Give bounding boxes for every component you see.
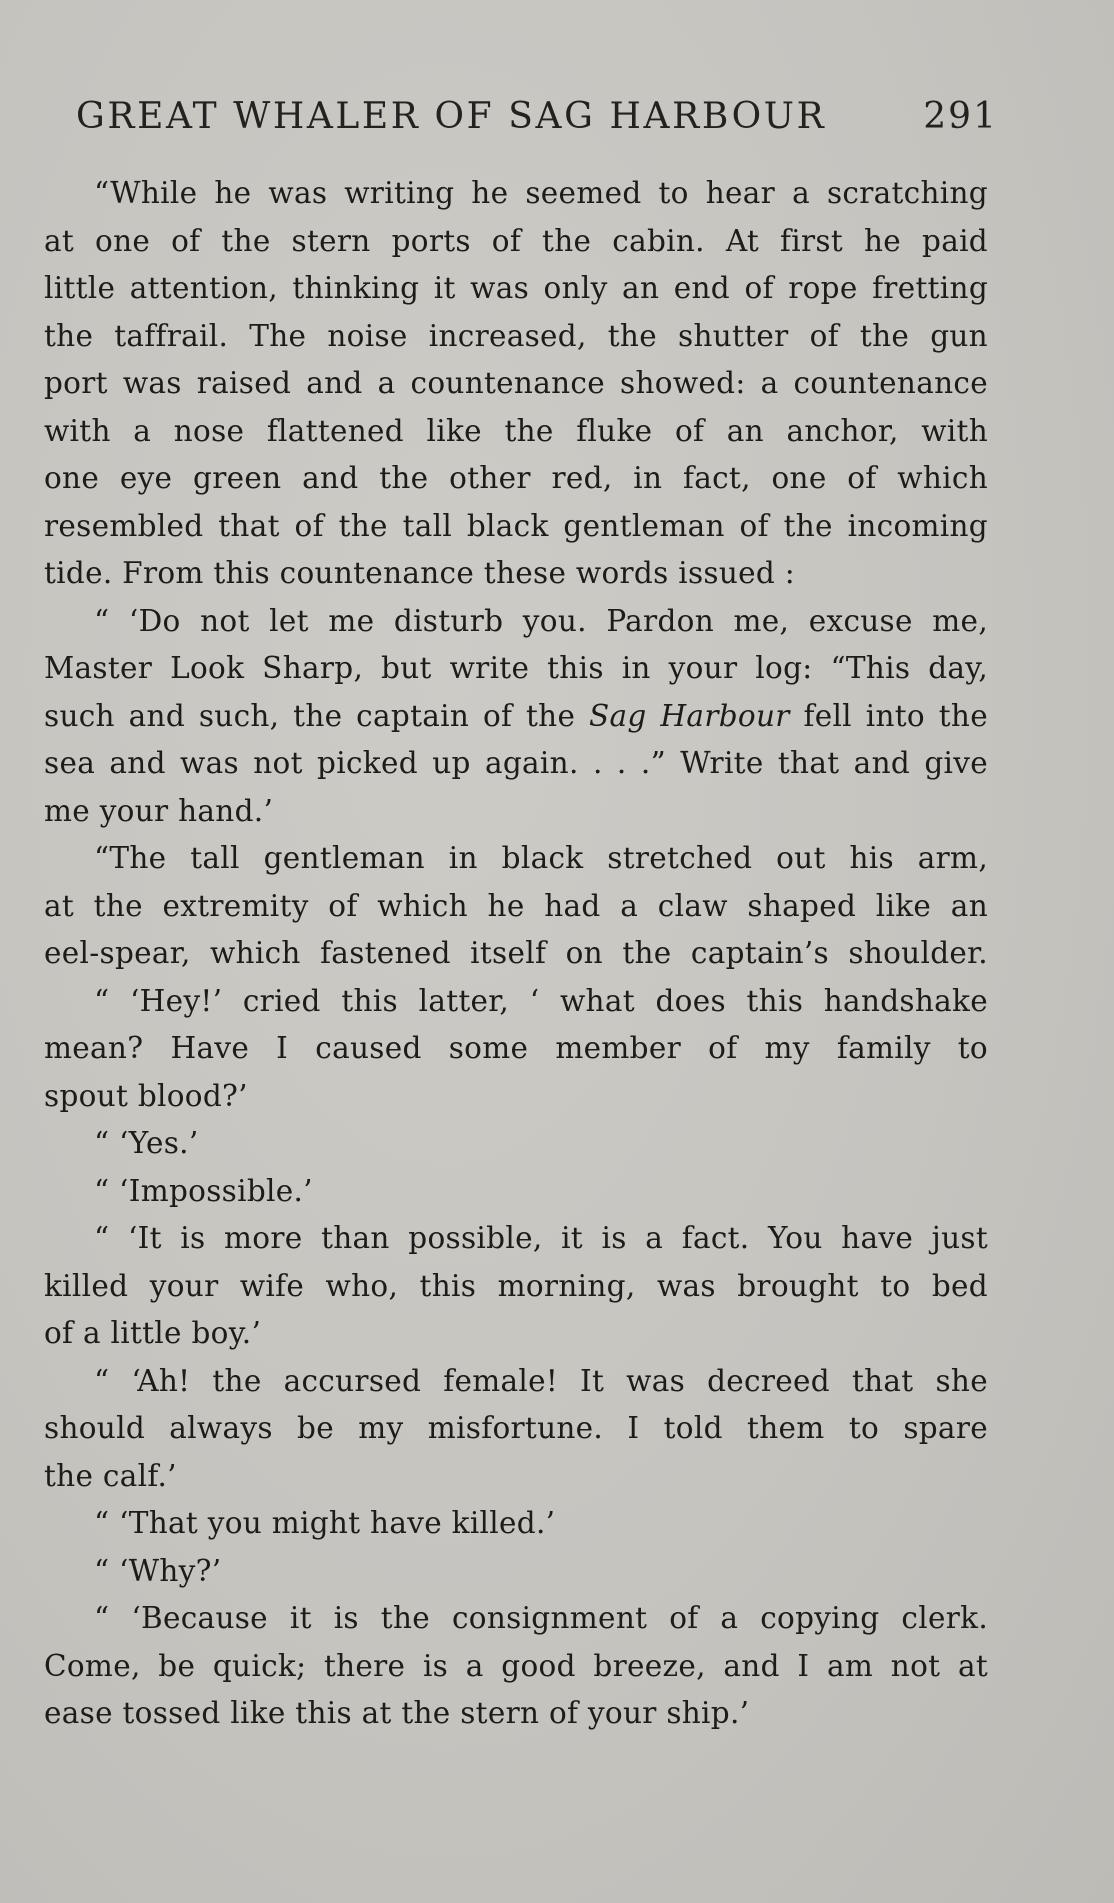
text-line: “The tall gentleman in black stretched out his arm, [94, 841, 988, 875]
text-line: mean? Have I caused some member of my family to [44, 1031, 988, 1065]
text-line: “ ‘Do not let me disturb you. Pardon me, excuse me, [94, 603, 988, 638]
text-line: little attention, thinking it was only an end of rope fretting [44, 271, 988, 305]
text-line: with a nose flattened like the fluke of an anchor, with [44, 413, 988, 448]
text-line: one eye green and the other red, in fact, one of which [44, 461, 988, 495]
text-line: port was raised and a countenance showed: a countenance [44, 366, 988, 400]
text-line: at one of the stern ports of the cabin. At first he paid [44, 223, 988, 258]
text-line: spout blood?’ [44, 1078, 248, 1113]
text-line: “ ‘Because it is the consignment of a copying clerk. [94, 1601, 988, 1635]
text-line: resembled that of the tall black gentleman of the incoming [44, 508, 988, 543]
text-segment: fell into the [789, 698, 988, 733]
text-line: Master Look Sharp, but write this in your log: “This day, [44, 651, 988, 685]
running-title: GREAT WHALER OF SAG HARBOUR [76, 96, 827, 137]
text-line: the taffrail. The noise increased, the shutter of the gun [44, 318, 988, 353]
text-line: at the extremity of which he had a claw shaped like an [44, 888, 988, 923]
text-line: should always be my misfortune. I told them to spare [44, 1411, 988, 1445]
text-line: “ ‘Ah! the accursed female! It was decreed that she [94, 1363, 988, 1398]
body-text [44, 170, 988, 1738]
text-line: Come, be quick; there is a good breeze, and I am not at [44, 1648, 988, 1683]
text-line: of a little boy.’ [44, 1316, 262, 1350]
text-line: me your hand.’ [44, 793, 274, 828]
ship-name: Sag Harbour [589, 698, 790, 733]
text-line: “ ‘That you might have killed.’ [94, 1506, 556, 1540]
text-line: “ ‘Hey!’ cried this latter, ‘ what does this handshake [94, 983, 988, 1018]
text-line: sea and was not picked up again. . . .” Write that and give [44, 746, 988, 780]
running-head [76, 92, 998, 142]
text-line-with-ship-name [44, 693, 988, 741]
text-line: “While he was writing he seemed to hear a scratching [94, 176, 988, 210]
text-line: ease tossed like this at the stern of your ship.’ [44, 1696, 750, 1730]
page-number: 291 [923, 96, 998, 137]
text-line: tide. From this countenance these words issued : [44, 556, 795, 590]
text-line: “ ‘Impossible.’ [94, 1173, 313, 1208]
text-line: eel-spear, which fastened itself on the captain’s shoulder. [44, 936, 988, 970]
text-line: “ ‘Yes.’ [94, 1126, 199, 1160]
text-line: the calf.’ [44, 1458, 177, 1493]
text-segment: such and such, the captain of the [44, 698, 590, 733]
text-line: “ ‘It is more than possible, it is a fact. You have just [94, 1221, 988, 1255]
text-line: “ ‘Why?’ [94, 1553, 222, 1588]
text-line: killed your wife who, this morning, was brought to bed [44, 1268, 988, 1303]
